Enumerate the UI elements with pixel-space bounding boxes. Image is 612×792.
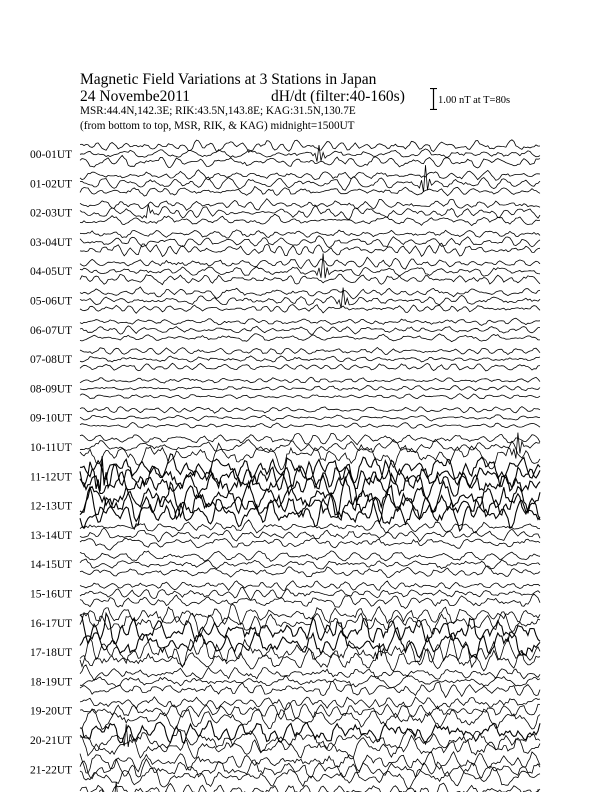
hour-label: 00-01UT [30,149,73,161]
hour-label: 06-07UT [30,324,73,337]
trace-kag [80,433,540,444]
trace-kag [80,581,540,591]
trace-msr [80,214,540,226]
hour-label: 19-20UT [30,705,73,718]
trace-msr [80,363,540,371]
hour-label: 09-10UT [30,412,73,425]
traces [80,140,540,792]
hour-label: 07-08UT [30,354,73,367]
hour-label: 18-19UT [30,676,73,689]
trace-kag [80,377,540,383]
trace-kag [80,783,540,792]
trace-msr [80,538,540,550]
trace-msr [80,394,540,399]
hour-label: 14-15UT [30,559,73,572]
trace-msr [80,334,540,342]
hour-label: 17-18UT [30,647,73,660]
trace-msr [80,735,540,759]
hour-label: 20-21UT [30,735,73,747]
trace-kag [80,454,540,487]
hour-label: 03-04UT [30,236,73,249]
trace-rik [80,253,540,278]
trace-kag [80,230,540,238]
trace-msr [80,649,540,671]
hour-label: 13-14UT [30,529,73,542]
hour-label: 16-17UT [30,617,73,630]
trace-rik [80,356,540,362]
hour-label: 01-02UT [30,178,73,191]
trace-rik [80,456,540,491]
trace-kag [80,287,540,299]
trace-rik [80,587,540,600]
trace-msr [80,274,540,284]
scale-label: 1.00 nT at T=80s [438,95,511,106]
order-note: (from bottom to top, MSR, RIK, & KAG) midnight=1500UT [80,120,355,132]
trace-kag [80,170,540,181]
trace-rik [80,703,540,720]
trace-kag [80,697,540,710]
hour-labels [30,149,72,792]
trace-msr [80,155,540,168]
trace-msr [80,767,540,789]
trace-rik [80,386,540,391]
trace-msr [80,566,540,578]
date-label: 24 Novembe2011 [80,88,191,105]
hour-label: 04-05UT [30,266,73,279]
trace-rik [80,559,540,569]
trace-msr [80,594,540,608]
trace-kag [80,551,540,562]
hour-label: 02-03UT [30,207,73,220]
trace-rik [80,165,540,192]
filter-label: dH/dt (filter:40-160s) [271,88,405,105]
stations-label: MSR:44.4N,142.3E; RIK:43.5N,143.8E; KAG:31.5N,130.7E [80,105,356,117]
trace-kag [80,520,540,533]
hour-label: 11-12UT [30,471,72,484]
hour-label: 10-11UT [30,442,72,454]
trace-rik [80,487,540,523]
hour-label: 21-22UT [30,764,73,777]
hour-label: 12-13UT [30,500,73,513]
trace-rik [80,612,540,637]
trace-kag [80,407,540,414]
chart-title: Magnetic Field Variations at 3 Stations in Japan [80,71,377,88]
trace-kag [80,604,540,624]
trace-msr [80,305,540,314]
hour-label: 08-09UT [30,383,73,396]
hour-label: 15-16UT [30,588,73,601]
trace-rik [80,326,540,335]
hour-label: 05-06UT [30,295,73,308]
trace-msr [80,243,540,256]
trace-rik [80,415,540,421]
trace-rik [80,236,540,248]
trace-kag [80,140,540,153]
trace-kag [80,665,540,681]
trace-msr [80,423,540,429]
trace-kag [80,348,540,355]
trace-kag [80,257,540,269]
trace-kag [80,318,540,325]
trace-rik [80,288,540,309]
trace-msr [80,187,540,197]
